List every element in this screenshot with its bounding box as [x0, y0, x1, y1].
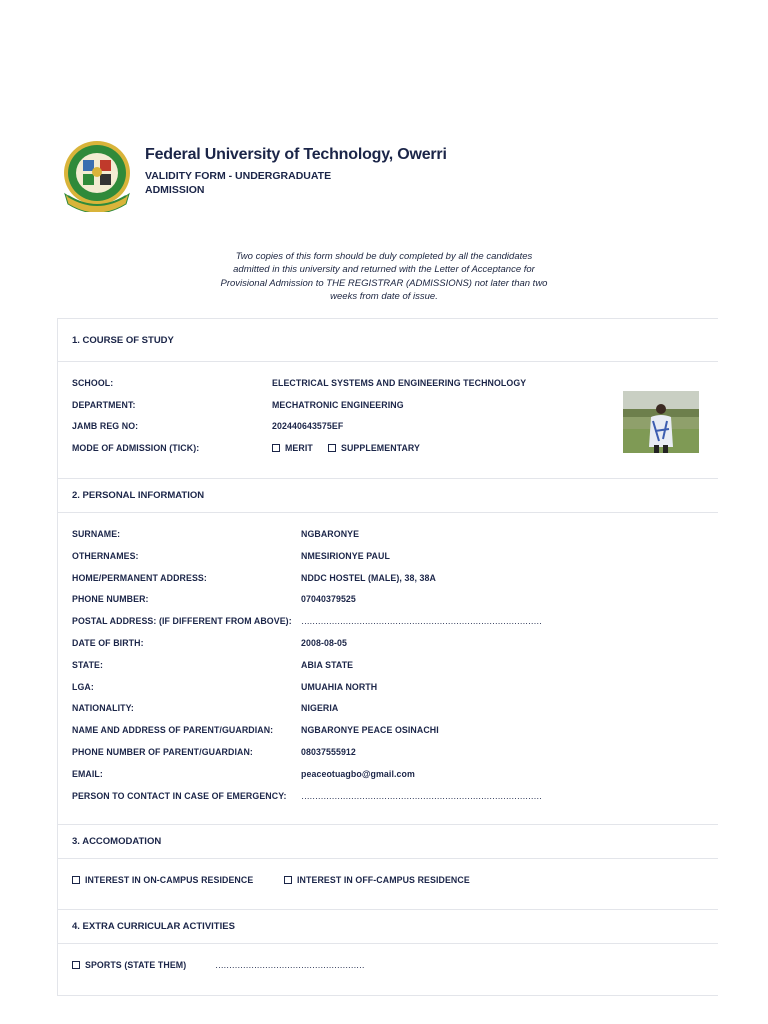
checkbox-icon[interactable] — [284, 876, 292, 884]
field-label: OTHERNAMES: — [72, 550, 139, 561]
field-value: UMUAHIA NORTH — [301, 681, 378, 692]
section-heading-accommodation: 3. ACCOMODATION — [58, 824, 718, 859]
field-label: NAME AND ADDRESS OF PARENT/GUARDIAN: — [72, 725, 274, 736]
field-label: NATIONALITY: — [72, 703, 134, 714]
field-label: DATE OF BIRTH: — [72, 638, 144, 648]
field-label: PHONE NUMBER: — [72, 594, 149, 605]
field-value: 08037555912 — [301, 747, 356, 757]
checkbox-off-campus[interactable] — [284, 875, 470, 885]
field-label: MODE OF ADMISSION (TICK): — [72, 443, 200, 453]
note-line: weeks from date of issue. — [330, 290, 438, 302]
field-value: NGBARONYE PEACE OSINACHI — [301, 725, 439, 736]
passport-photo — [623, 391, 699, 453]
checkbox-label: INTEREST IN ON-CAMPUS RESIDENCE — [85, 875, 254, 885]
field-value: NDDC HOSTEL (MALE), 38, 38A — [301, 572, 436, 583]
checkbox-on-campus[interactable] — [72, 875, 253, 885]
sports-value: ……………………………………………… — [215, 960, 365, 970]
checkbox-label: MERIT — [285, 443, 313, 453]
checkbox-label: SUPPLEMENTARY — [341, 443, 421, 453]
validity-form — [57, 318, 718, 996]
instruction-note — [205, 250, 563, 303]
checkbox-icon[interactable] — [72, 961, 80, 969]
university-crest-logo — [62, 138, 132, 212]
field-value: NIGERIA — [301, 703, 339, 714]
note-line: Two copies of this form should be duly completed by all the candidates — [235, 251, 533, 262]
field-label: EMAIL: — [72, 768, 103, 779]
note-line: Provisional Admission to THE REGISTRAR (ADMISSIONS) not later than two — [220, 277, 548, 289]
checkbox-label: INTEREST IN OFF-CAMPUS RESIDENCE — [297, 875, 470, 885]
checkbox-sports[interactable] — [72, 960, 186, 970]
document-header — [62, 138, 447, 212]
field-value: 2008-08-05 — [301, 638, 347, 648]
field-value: NMESIRIONYE PAUL — [301, 550, 390, 561]
field-value: NGBARONYE — [301, 529, 360, 539]
checkbox-icon[interactable] — [328, 444, 336, 452]
field-label: PERSON TO CONTACT IN CASE OF EMERGENCY: — [72, 790, 287, 801]
form-title-line-1: VALIDITY FORM - UNDERGRADUATE — [145, 170, 332, 182]
section-heading-extra-curricular: 4. EXTRA CURRICULAR ACTIVITIES — [58, 909, 718, 944]
field-label: SURNAME: — [72, 529, 121, 539]
checkbox-icon[interactable] — [272, 444, 280, 452]
field-value: ELECTRICAL SYSTEMS AND ENGINEERING TECHNOLOGY — [272, 378, 527, 388]
field-label: PHONE NUMBER OF PARENT/GUARDIAN: — [72, 747, 253, 757]
checkbox-supplementary[interactable] — [328, 443, 420, 453]
field-label: SCHOOL: — [72, 378, 114, 388]
form-title-line-2: ADMISSION — [145, 184, 205, 196]
section-heading-course: 1. COURSE OF STUDY — [58, 319, 718, 362]
university-name: Federal University of Technology, Owerri — [145, 146, 447, 163]
form-title — [145, 169, 345, 197]
field-label: STATE: — [72, 659, 104, 670]
field-value: peaceotuagbo@gmail.com — [301, 768, 415, 779]
note-line: admitted in this university and returned with the Letter of Acceptance for — [233, 264, 535, 276]
field-value: …………………………………………………………………………… — [301, 616, 542, 627]
field-label: HOME/PERMANENT ADDRESS: — [72, 572, 207, 583]
checkbox-merit[interactable] — [272, 443, 313, 453]
field-label: DEPARTMENT: — [72, 400, 136, 410]
field-value: MECHATRONIC ENGINEERING — [272, 400, 404, 410]
field-value: 07040379525 — [301, 594, 356, 605]
field-label: LGA: — [72, 681, 94, 692]
field-value: 202440643575EF — [272, 421, 344, 431]
field-label: POSTAL ADDRESS: (IF DIFFERENT FROM ABOVE): — [72, 616, 292, 627]
section-heading-personal: 2. PERSONAL INFORMATION — [58, 478, 718, 513]
field-value: ABIA STATE — [301, 659, 354, 670]
field-value: …………………………………………………………………………… — [301, 790, 542, 801]
checkbox-label: SPORTS (STATE THEM) — [85, 960, 187, 970]
field-label: JAMB REG NO: — [72, 421, 139, 431]
checkbox-icon[interactable] — [72, 876, 80, 884]
